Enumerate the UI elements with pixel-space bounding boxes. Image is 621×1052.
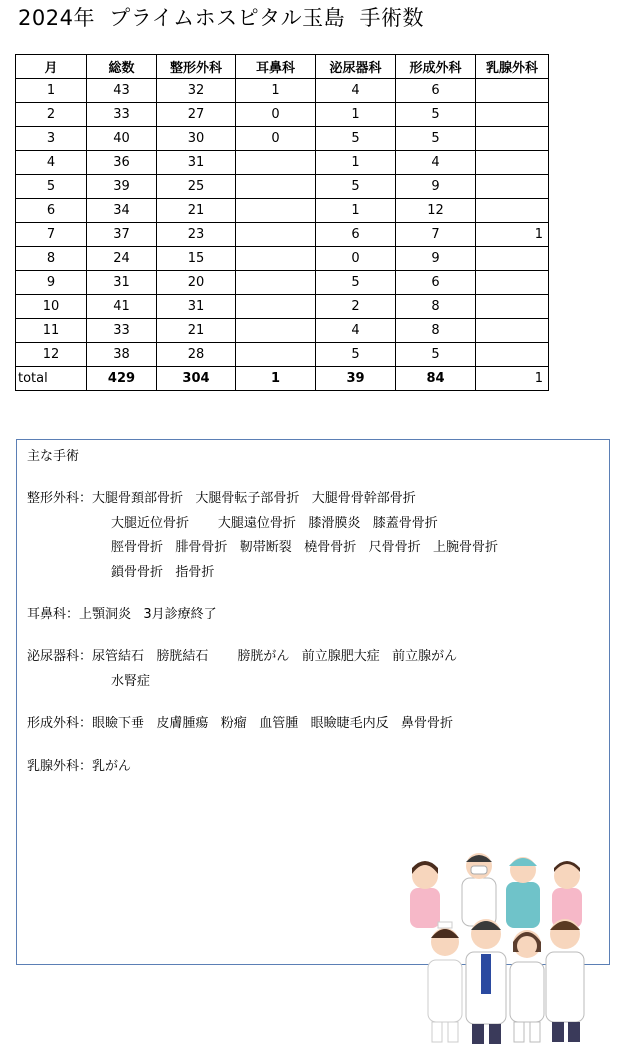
table-cell: 2 [16, 103, 87, 127]
table-cell: 20 [157, 271, 236, 295]
table-cell: 21 [157, 319, 236, 343]
table-cell [236, 175, 316, 199]
table-cell [476, 175, 549, 199]
surgery-count-table [15, 54, 549, 391]
table-cell: 33 [87, 103, 157, 127]
procedure-list: 水腎症 [111, 673, 151, 689]
table-row [16, 199, 549, 223]
table-cell: 41 [87, 295, 157, 319]
table-cell: 1 [316, 151, 396, 175]
doctor-figure [510, 930, 544, 1042]
table-cell [476, 271, 549, 295]
table-cell: 31 [157, 151, 236, 175]
table-cell: 9 [396, 247, 476, 271]
table-cell: 31 [157, 295, 236, 319]
doctor-figure [462, 853, 496, 926]
table-row [16, 79, 549, 103]
table-cell: 5 [316, 271, 396, 295]
table-cell: 8 [396, 319, 476, 343]
table-cell: 31 [87, 271, 157, 295]
table-cell [476, 247, 549, 271]
section-ent [27, 603, 217, 628]
table-cell: 3 [16, 127, 87, 151]
table-cell: 7 [16, 223, 87, 247]
total-cell: 429 [87, 367, 157, 391]
table-row [16, 127, 549, 151]
table-cell: 9 [16, 271, 87, 295]
table-cell [236, 247, 316, 271]
table-cell: 0 [236, 103, 316, 127]
table-cell: 9 [396, 175, 476, 199]
table-cell: 38 [87, 343, 157, 367]
table-cell [476, 79, 549, 103]
table-cell: 4 [316, 319, 396, 343]
table-cell: 39 [87, 175, 157, 199]
table-cell: 8 [16, 247, 87, 271]
total-row [16, 367, 549, 391]
procedure-list: 上顎洞炎 3月診療終了 [79, 607, 217, 622]
table-cell: 0 [236, 127, 316, 151]
table-cell: 23 [157, 223, 236, 247]
table-cell: 25 [157, 175, 236, 199]
section-label: 耳鼻科： [27, 607, 80, 622]
section-label: 乳腺外科： [27, 759, 93, 774]
table-cell [236, 319, 316, 343]
table-cell [236, 295, 316, 319]
surgeon-figure [506, 857, 540, 928]
notes-heading: 主な手術 [27, 449, 80, 464]
section-label: 泌尿器科： [27, 649, 93, 664]
total-cell: 39 [316, 367, 396, 391]
table-cell: 6 [396, 271, 476, 295]
table-cell: 21 [157, 199, 236, 223]
table-cell: 4 [16, 151, 87, 175]
table-row [16, 271, 549, 295]
procedure-list: 大腿骨頚部骨折 大腿骨転子部骨折 大腿骨骨幹部骨折 [92, 491, 416, 506]
table-cell [476, 127, 549, 151]
table-cell: 34 [87, 199, 157, 223]
table-row [16, 223, 549, 247]
table-cell: 2 [316, 295, 396, 319]
table-cell [236, 151, 316, 175]
doctor-figure [466, 919, 506, 1044]
table-cell: 37 [87, 223, 157, 247]
medical-staff-illustration [392, 848, 592, 1048]
nurse-figure [428, 922, 462, 1042]
table-cell: 1 [16, 79, 87, 103]
table-cell [476, 103, 549, 127]
table-cell: 0 [316, 247, 396, 271]
table-cell [236, 199, 316, 223]
table-cell: 30 [157, 127, 236, 151]
table-row [16, 103, 549, 127]
table-cell: 5 [16, 175, 87, 199]
table-cell: 11 [16, 319, 87, 343]
table-cell: 28 [157, 343, 236, 367]
nurse-figure [552, 861, 582, 928]
table-cell: 5 [316, 175, 396, 199]
table-cell: 43 [87, 79, 157, 103]
section-orthopedics [27, 487, 498, 585]
table-cell: 5 [396, 127, 476, 151]
table-cell: 6 [16, 199, 87, 223]
procedure-list: 大腿近位骨折 大腿遠位骨折 膝滑膜炎 膝蓋骨骨折 [111, 515, 438, 531]
table-cell: 8 [396, 295, 476, 319]
table-cell: 5 [396, 343, 476, 367]
column-header: 形成外科 [396, 55, 476, 79]
table-cell: 4 [396, 151, 476, 175]
doctor-figure [546, 919, 584, 1042]
total-cell: 1 [236, 367, 316, 391]
section-urology [27, 645, 457, 694]
table-cell [236, 343, 316, 367]
nurse-figure [410, 861, 440, 928]
total-cell: total [16, 367, 87, 391]
page-title: 2024年 プライムホスピタル玉島 手術数 [18, 6, 425, 30]
table-header-row [16, 55, 549, 79]
table-cell: 27 [157, 103, 236, 127]
table-cell: 1 [316, 199, 396, 223]
table-cell: 1 [476, 223, 549, 247]
table-cell: 1 [236, 79, 316, 103]
table-cell: 15 [157, 247, 236, 271]
table-cell: 5 [396, 103, 476, 127]
section-plastic-surgery [27, 712, 453, 737]
section-label: 整形外科： [27, 491, 93, 506]
table-cell: 33 [87, 319, 157, 343]
table-cell [476, 199, 549, 223]
table-cell [476, 295, 549, 319]
column-header: 整形外科 [157, 55, 236, 79]
total-cell: 304 [157, 367, 236, 391]
procedure-list: 尿管結石 膀胱結石 膀胱がん 前立腺肥大症 前立腺がん [92, 649, 458, 664]
section-label: 形成外科： [27, 716, 93, 731]
column-header: 月 [16, 55, 87, 79]
table-cell: 7 [396, 223, 476, 247]
table-cell: 5 [316, 343, 396, 367]
table-row [16, 319, 549, 343]
column-header: 総数 [87, 55, 157, 79]
table-cell: 1 [316, 103, 396, 127]
table-cell [476, 151, 549, 175]
table-cell: 4 [316, 79, 396, 103]
procedure-list: 鎖骨骨折 指骨折 [111, 564, 215, 580]
procedure-list: 脛骨骨折 腓骨骨折 靭帯断裂 橈骨骨折 尺骨骨折 上腕骨骨折 [111, 540, 498, 555]
table-cell: 36 [87, 151, 157, 175]
table-cell [476, 319, 549, 343]
table-row [16, 151, 549, 175]
table-cell: 24 [87, 247, 157, 271]
table-cell: 10 [16, 295, 87, 319]
procedure-list: 眼瞼下垂 皮膚腫瘍 粉瘤 血管腫 眼瞼睫毛内反 鼻骨骨折 [92, 716, 454, 731]
table-row [16, 175, 549, 199]
column-header: 泌尿器科 [316, 55, 396, 79]
column-header: 乳腺外科 [476, 55, 549, 79]
table-cell [236, 223, 316, 247]
table-cell: 32 [157, 79, 236, 103]
table-row [16, 247, 549, 271]
table-cell: 12 [16, 343, 87, 367]
table-cell: 6 [316, 223, 396, 247]
total-cell: 84 [396, 367, 476, 391]
procedure-list: 乳がん [92, 759, 132, 774]
table-cell [236, 271, 316, 295]
table-cell [476, 343, 549, 367]
table-row [16, 343, 549, 367]
table-cell: 40 [87, 127, 157, 151]
section-breast-surgery [27, 755, 131, 780]
table-row [16, 295, 549, 319]
table-cell: 5 [316, 127, 396, 151]
column-header: 耳鼻科 [236, 55, 316, 79]
total-cell: 1 [476, 367, 549, 391]
table-cell: 12 [396, 199, 476, 223]
table-cell: 6 [396, 79, 476, 103]
